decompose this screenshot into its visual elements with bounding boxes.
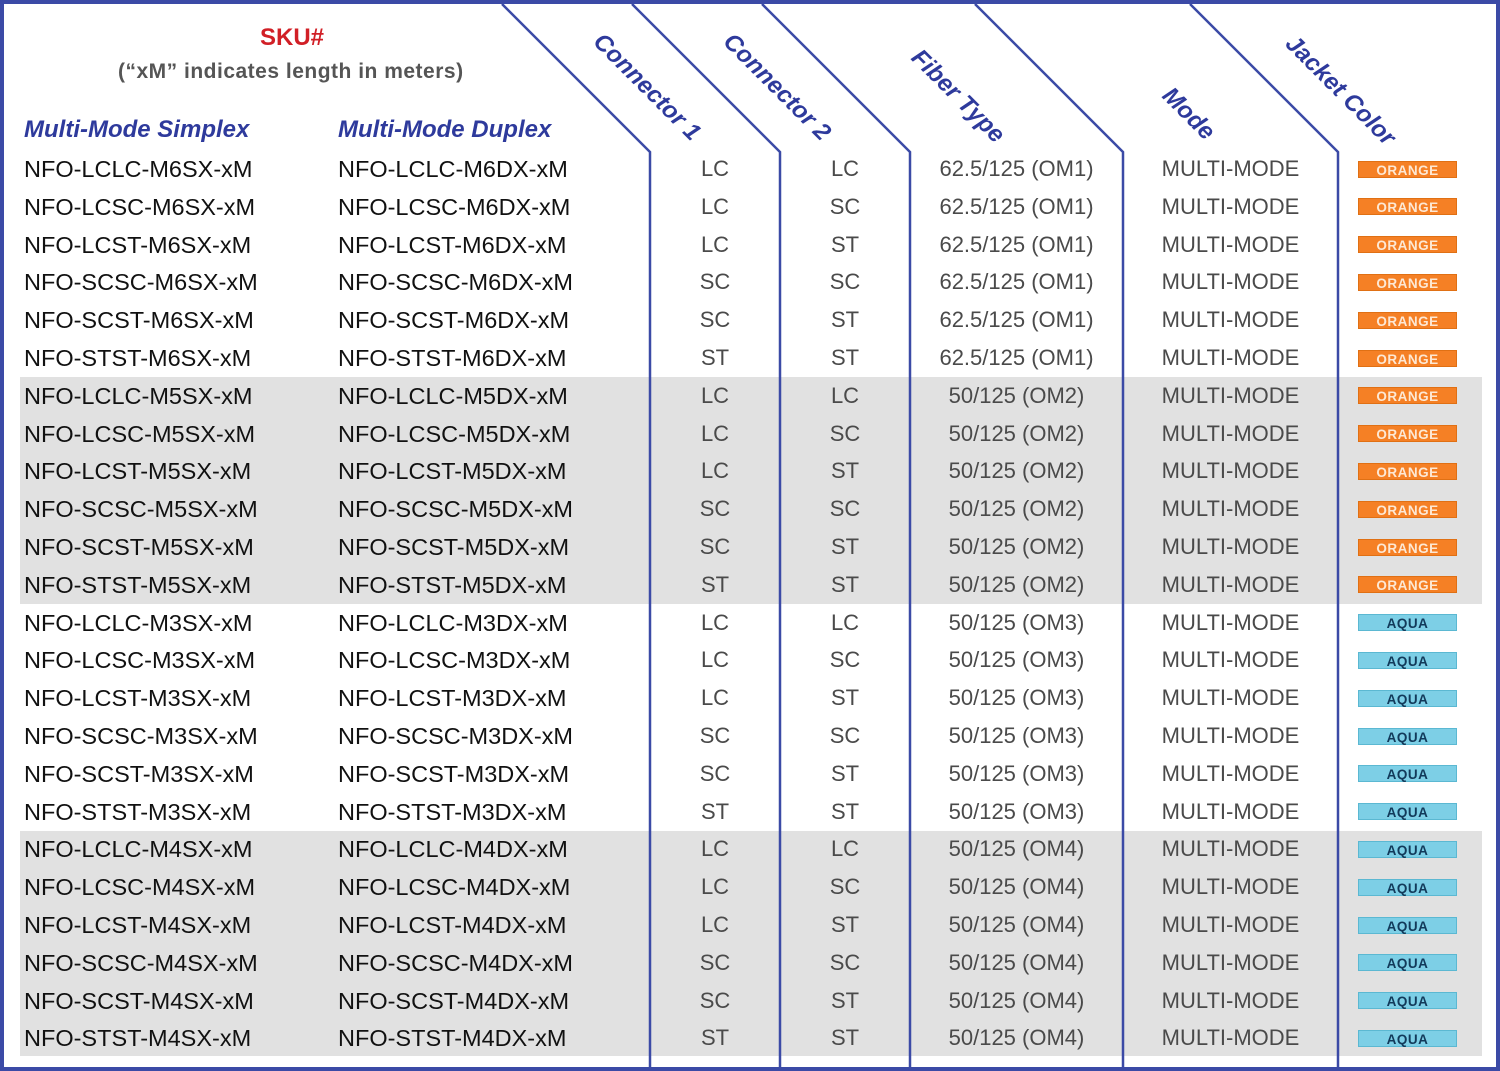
connector1-cell: LC — [700, 685, 730, 711]
mode-cell: MULTI-MODE — [1161, 798, 1300, 824]
simplex-sku-cell: NFO-LCSC-M3SX-xM — [24, 647, 256, 674]
simplex-sku-cell: NFO-SCSC-M6SX-xM — [24, 269, 258, 296]
fiber-type-cell: 50/125 (OM4) — [948, 949, 1085, 975]
fiber-type-cell: 50/125 (OM2) — [948, 458, 1085, 484]
duplex-sku-cell: NFO-SCST-M3DX-xM — [338, 760, 570, 787]
connector2-cell: ST — [830, 760, 860, 786]
fiber-type-cell: 50/125 (OM4) — [948, 874, 1085, 900]
connector1-cell: SC — [699, 534, 731, 559]
simplex-sku-cell: NFO-LCSC-M4SX-xM — [24, 874, 256, 901]
connector2-cell: ST — [830, 231, 860, 257]
jacket-color-badge: ORANGE — [1358, 198, 1457, 215]
mode-cell: MULTI-MODE — [1161, 723, 1300, 748]
connector1-cell: LC — [700, 912, 730, 937]
simplex-sku-cell: NFO-LCLC-M5SX-xM — [24, 382, 253, 409]
jacket-color-badge: AQUA — [1358, 765, 1457, 782]
mode-cell: MULTI-MODE — [1161, 1025, 1300, 1051]
connector2-cell: ST — [830, 307, 860, 333]
duplex-sku-cell: NFO-LCST-M5DX-xM — [338, 458, 567, 485]
connector2-column-heading: Connector 2 — [717, 28, 837, 147]
jacket-color-badge: ORANGE — [1358, 350, 1457, 367]
fiber-type-cell: 50/125 (OM2) — [948, 534, 1085, 559]
jacket-color-badge: AQUA — [1358, 992, 1457, 1009]
simplex-sku-cell: NFO-LCST-M4SX-xM — [24, 912, 252, 938]
fiber-type-cell: 62.5/125 (OM1) — [939, 307, 1094, 333]
connector1-cell: ST — [700, 798, 730, 824]
connector1-cell: LC — [700, 193, 730, 219]
connector1-cell: LC — [700, 420, 730, 446]
fiber-type-cell: 50/125 (OM2) — [948, 420, 1085, 446]
jacket-color-badge: AQUA — [1358, 917, 1457, 934]
connector2-cell: LC — [830, 836, 860, 862]
jacket-color-badge: ORANGE — [1358, 501, 1457, 518]
duplex-sku-cell: NFO-STST-M3DX-xM — [338, 798, 567, 825]
fiber-type-cell: 62.5/125 (OM1) — [939, 156, 1094, 181]
connector2-cell: LC — [830, 609, 860, 635]
mode-cell: MULTI-MODE — [1161, 458, 1300, 484]
mode-cell: MULTI-MODE — [1161, 420, 1300, 446]
jacket-color-badge: ORANGE — [1358, 463, 1457, 480]
mode-cell: MULTI-MODE — [1161, 156, 1300, 181]
connector1-cell: SC — [699, 760, 731, 786]
jacket-color-badge: ORANGE — [1358, 576, 1457, 593]
connector1-cell: SC — [699, 496, 731, 522]
connector2-cell: ST — [830, 571, 860, 597]
mode-cell: MULTI-MODE — [1161, 609, 1300, 635]
simplex-sku-cell: NFO-SCST-M4SX-xM — [24, 987, 254, 1014]
duplex-sku-cell: NFO-LCLC-M3DX-xM — [338, 609, 568, 636]
duplex-sku-cell: NFO-SCSC-M6DX-xM — [338, 269, 573, 296]
connector2-cell: ST — [830, 1025, 860, 1051]
jacket-color-badge: AQUA — [1358, 614, 1457, 631]
mode-cell: MULTI-MODE — [1161, 534, 1300, 559]
fiber-type-cell: 62.5/125 (OM1) — [939, 231, 1094, 257]
connector2-cell: ST — [830, 685, 860, 711]
connector2-cell: LC — [830, 156, 860, 181]
connector2-cell: SC — [829, 874, 861, 900]
duplex-sku-cell: NFO-STST-M5DX-xM — [338, 571, 567, 598]
simplex-sku-cell: NFO-STST-M6SX-xM — [24, 345, 252, 371]
mode-cell: MULTI-MODE — [1161, 571, 1300, 597]
mode-cell: MULTI-MODE — [1161, 760, 1300, 786]
connector1-cell: SC — [699, 949, 731, 975]
fiber-type-cell: 50/125 (OM4) — [948, 836, 1085, 862]
connector1-column-heading: Connector 1 — [587, 28, 707, 147]
mode-column-heading: Mode — [1156, 82, 1221, 146]
connector2-cell: SC — [829, 647, 861, 673]
jacket-color-badge: ORANGE — [1358, 161, 1457, 178]
duplex-column-heading: Multi-Mode Duplex — [338, 116, 552, 143]
fiber-type-cell: 50/125 (OM3) — [948, 798, 1085, 824]
mode-cell: MULTI-MODE — [1161, 345, 1300, 370]
simplex-sku-cell: NFO-LCST-M3SX-xM — [24, 685, 252, 712]
connector1-cell: LC — [700, 874, 730, 900]
duplex-sku-cell: NFO-STST-M4DX-xM — [338, 1025, 567, 1052]
jacket-color-badge: ORANGE — [1358, 236, 1457, 253]
simplex-sku-cell: NFO-LCSC-M5SX-xM — [24, 420, 256, 447]
connector2-cell: ST — [830, 912, 860, 937]
connector2-cell: ST — [830, 798, 860, 824]
simplex-sku-cell: NFO-SCST-M5SX-xM — [24, 534, 254, 560]
fiber-type-cell: 50/125 (OM2) — [948, 382, 1085, 408]
duplex-sku-cell: NFO-SCST-M5DX-xM — [338, 534, 570, 560]
mode-cell: MULTI-MODE — [1161, 685, 1300, 711]
connector2-cell: ST — [830, 534, 860, 559]
fiber-type-cell: 50/125 (OM3) — [948, 609, 1085, 635]
mode-cell: MULTI-MODE — [1161, 269, 1300, 295]
connector1-cell: LC — [700, 647, 730, 673]
connector2-cell: SC — [829, 420, 861, 446]
connector2-cell: ST — [830, 987, 860, 1013]
jacket-color-badge: ORANGE — [1358, 274, 1457, 291]
mode-cell: MULTI-MODE — [1161, 836, 1300, 862]
duplex-sku-cell: NFO-SCST-M6DX-xM — [338, 307, 570, 334]
simplex-sku-cell: NFO-LCSC-M6SX-xM — [24, 193, 256, 220]
connector2-cell: SC — [829, 269, 861, 295]
sku-heading: SKU# — [259, 24, 325, 51]
connector2-cell: ST — [830, 458, 860, 484]
jacket-color-badge: AQUA — [1358, 803, 1457, 820]
fiber-type-cell: 50/125 (OM2) — [948, 571, 1085, 597]
duplex-sku-cell: NFO-LCST-M3DX-xM — [338, 685, 567, 712]
connector2-cell: SC — [829, 949, 861, 975]
jacket-color-badge: AQUA — [1358, 690, 1457, 707]
connector1-cell: SC — [699, 269, 731, 295]
simplex-sku-cell: NFO-LCLC-M4SX-xM — [24, 836, 253, 863]
simplex-sku-cell: NFO-LCLC-M3SX-xM — [24, 609, 253, 636]
simplex-sku-cell: NFO-STST-M5SX-xM — [24, 571, 252, 598]
simplex-sku-cell: NFO-LCST-M6SX-xM — [24, 231, 252, 258]
simplex-sku-cell: NFO-SCST-M3SX-xM — [24, 760, 254, 787]
mode-cell: MULTI-MODE — [1161, 231, 1300, 257]
duplex-sku-cell: NFO-SCSC-M5DX-xM — [338, 496, 573, 523]
connector1-cell: SC — [699, 987, 731, 1013]
duplex-sku-cell: NFO-STST-M6DX-xM — [338, 345, 567, 371]
jacket-color-badge: AQUA — [1358, 652, 1457, 669]
jacket-color-badge: AQUA — [1358, 841, 1457, 858]
connector1-cell: LC — [700, 458, 730, 484]
connector1-cell: LC — [700, 156, 730, 181]
connector1-cell: LC — [700, 382, 730, 408]
duplex-sku-cell: NFO-LCST-M4DX-xM — [338, 912, 567, 938]
simplex-sku-cell: NFO-LCLC-M6SX-xM — [24, 156, 253, 182]
fiber-type-cell: 62.5/125 (OM1) — [939, 345, 1094, 370]
fiber-type-cell: 50/125 (OM3) — [948, 723, 1085, 748]
connector1-cell: ST — [700, 571, 730, 597]
duplex-sku-cell: NFO-LCSC-M4DX-xM — [338, 874, 571, 901]
jacket-color-badge: ORANGE — [1358, 425, 1457, 442]
fiber-type-column-heading: Fiber Type — [905, 44, 1011, 149]
connector2-cell: ST — [830, 345, 860, 370]
connector1-cell: LC — [700, 609, 730, 635]
jacket-color-badge: ORANGE — [1358, 387, 1457, 404]
jacket-color-badge: ORANGE — [1358, 312, 1457, 329]
simplex-column-heading: Multi-Mode Simplex — [24, 116, 250, 143]
fiber-type-cell: 50/125 (OM4) — [948, 1025, 1085, 1051]
simplex-sku-cell: NFO-STST-M4SX-xM — [24, 1025, 252, 1052]
jacket-color-badge: AQUA — [1358, 879, 1457, 896]
duplex-sku-cell: NFO-LCST-M6DX-xM — [338, 231, 567, 258]
duplex-sku-cell: NFO-SCSC-M3DX-xM — [338, 723, 573, 749]
duplex-sku-cell: NFO-LCSC-M5DX-xM — [338, 420, 571, 447]
fiber-type-cell: 50/125 (OM3) — [948, 685, 1085, 711]
fiber-type-cell: 62.5/125 (OM1) — [939, 269, 1094, 295]
fiber-type-cell: 50/125 (OM2) — [948, 496, 1085, 522]
sku-subheading: (“xM” indicates length in meters) — [118, 60, 464, 83]
mode-cell: MULTI-MODE — [1161, 949, 1300, 975]
simplex-sku-cell: NFO-SCST-M6SX-xM — [24, 307, 254, 334]
jacket-color-badge: AQUA — [1358, 1030, 1457, 1047]
fiber-type-cell: 50/125 (OM3) — [948, 760, 1085, 786]
mode-cell: MULTI-MODE — [1161, 307, 1300, 333]
jacket-color-badge: AQUA — [1358, 954, 1457, 971]
mode-cell: MULTI-MODE — [1161, 496, 1300, 522]
duplex-sku-cell: NFO-LCLC-M6DX-xM — [338, 156, 568, 182]
connector2-cell: SC — [829, 496, 861, 522]
simplex-sku-cell: NFO-STST-M3SX-xM — [24, 798, 252, 825]
connector1-cell: SC — [699, 307, 731, 333]
mode-cell: MULTI-MODE — [1161, 987, 1300, 1013]
simplex-sku-cell: NFO-LCST-M5SX-xM — [24, 458, 252, 485]
connector1-cell: LC — [700, 231, 730, 257]
connector1-cell: SC — [699, 723, 731, 748]
fiber-type-cell: 62.5/125 (OM1) — [939, 193, 1094, 219]
jacket-color-badge: ORANGE — [1358, 539, 1457, 556]
fiber-type-cell: 50/125 (OM4) — [948, 912, 1085, 937]
simplex-sku-cell: NFO-SCSC-M5SX-xM — [24, 496, 258, 523]
mode-cell: MULTI-MODE — [1161, 647, 1300, 673]
connector1-cell: LC — [700, 836, 730, 862]
duplex-sku-cell: NFO-LCLC-M5DX-xM — [338, 382, 568, 409]
connector2-cell: LC — [830, 382, 860, 408]
duplex-sku-cell: NFO-LCSC-M3DX-xM — [338, 647, 571, 674]
connector1-cell: ST — [700, 1025, 730, 1051]
connector2-cell: SC — [829, 193, 861, 219]
duplex-sku-cell: NFO-LCSC-M6DX-xM — [338, 193, 571, 220]
simplex-sku-cell: NFO-SCSC-M3SX-xM — [24, 723, 258, 749]
mode-cell: MULTI-MODE — [1161, 193, 1300, 219]
jacket-color-column-heading: Jacket Color — [1279, 30, 1401, 151]
simplex-sku-cell: NFO-SCSC-M4SX-xM — [24, 949, 258, 976]
duplex-sku-cell: NFO-LCLC-M4DX-xM — [338, 836, 568, 863]
jacket-color-badge: AQUA — [1358, 728, 1457, 745]
connector2-cell: SC — [829, 723, 861, 748]
duplex-sku-cell: NFO-SCSC-M4DX-xM — [338, 949, 573, 976]
mode-cell: MULTI-MODE — [1161, 382, 1300, 408]
connector1-cell: ST — [700, 345, 730, 370]
fiber-type-cell: 50/125 (OM4) — [948, 987, 1085, 1013]
mode-cell: MULTI-MODE — [1161, 874, 1300, 900]
fiber-type-cell: 50/125 (OM3) — [948, 647, 1085, 673]
mode-cell: MULTI-MODE — [1161, 912, 1300, 937]
duplex-sku-cell: NFO-SCST-M4DX-xM — [338, 987, 570, 1014]
